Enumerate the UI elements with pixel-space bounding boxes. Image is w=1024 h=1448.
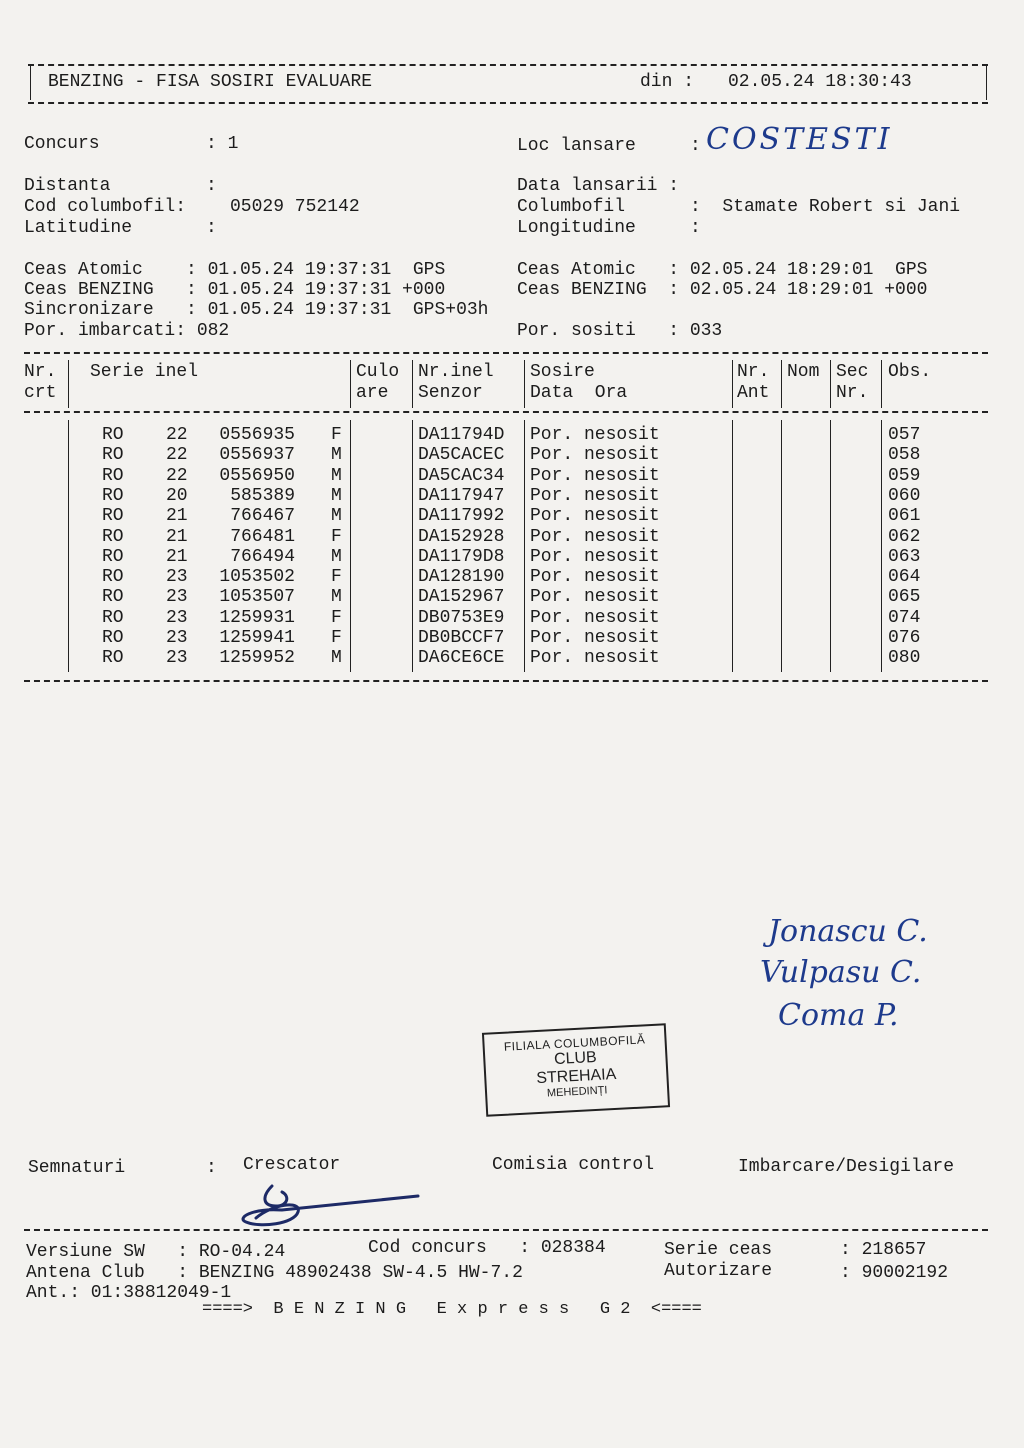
- obs-value: 064: [888, 567, 921, 588]
- ring-year: 23: [166, 567, 188, 588]
- ring-year: 21: [166, 526, 188, 547]
- data-lansarii-label: Data lansarii :: [517, 176, 680, 196]
- cod-concurs: Cod concurs : 028384: [368, 1238, 606, 1258]
- arrival-status: Por. nesosit: [530, 465, 660, 486]
- th-sosire: Sosire: [530, 362, 595, 382]
- ring-number: 1053507: [219, 587, 295, 608]
- ring-sex: F: [331, 567, 342, 588]
- table-row: [0, 527, 1024, 547]
- ring-year: 22: [166, 445, 188, 466]
- ring-country: RO: [102, 567, 124, 588]
- document-title: BENZING - FISA SOSIRI EVALUARE: [48, 72, 373, 92]
- ring-year: 21: [166, 546, 188, 567]
- col-divider: [350, 360, 351, 408]
- ring-sex: M: [331, 648, 342, 669]
- arrival-status: Por. nesosit: [530, 607, 660, 628]
- distanta-value: :: [206, 176, 217, 196]
- obs-value: 065: [888, 587, 921, 608]
- ring-country: RO: [102, 445, 124, 466]
- ring-country: RO: [102, 607, 124, 628]
- col-divider: [781, 360, 782, 408]
- arrival-status: Por. nesosit: [530, 425, 660, 445]
- ring-year: 21: [166, 506, 188, 527]
- th-nr-inel: Nr.inel: [418, 362, 494, 382]
- sensor-ring: DA117992: [418, 506, 505, 527]
- table-header-border: [24, 411, 988, 413]
- header-right-border: [986, 66, 987, 100]
- club-stamp: [482, 1023, 670, 1117]
- stamp-line-2: CLUB: [553, 1048, 598, 1069]
- sensor-ring: DA5CAC34: [418, 465, 505, 486]
- header-left-border: [30, 66, 31, 100]
- stamp-line-1: FILIALA COLUMBOFILĂ: [503, 1032, 646, 1054]
- ring-number: 766481: [230, 526, 295, 547]
- concurs-value: : 1: [206, 134, 239, 154]
- crescator-signature: [232, 1178, 422, 1234]
- arrival-status: Por. nesosit: [530, 648, 660, 669]
- obs-value: 061: [888, 506, 921, 527]
- header-bottom-border: [28, 102, 988, 104]
- imbarcare-label: Imbarcare/Desigilare: [738, 1157, 955, 1177]
- latitudine-value: :: [206, 218, 217, 238]
- sensor-ring: DA11794D: [418, 425, 505, 445]
- th-serie-inel: Serie inel: [90, 362, 199, 382]
- ring-country: RO: [102, 485, 124, 506]
- din-value: 02.05.24 18:30:43: [728, 72, 912, 92]
- ring-number: 1259952: [219, 648, 295, 669]
- obs-value: 074: [888, 607, 921, 628]
- table-row: [0, 486, 1024, 506]
- obs-value: 076: [888, 628, 921, 648]
- header-top-border: [28, 64, 988, 66]
- table-top-border: [24, 352, 988, 354]
- col-divider: [68, 360, 69, 408]
- table-row: [0, 587, 1024, 607]
- ring-country: RO: [102, 425, 124, 445]
- antena-club: Antena Club : BENZING 48902438 SW-4.5 HW-7.2: [26, 1263, 523, 1283]
- table-row: [0, 648, 1024, 668]
- th-senzor: Senzor: [418, 383, 483, 403]
- ring-number: 766494: [230, 546, 295, 567]
- obs-value: 062: [888, 526, 921, 547]
- distanta-label: Distanta: [24, 176, 111, 196]
- th-sec-nr: Nr.: [836, 383, 869, 403]
- col-divider: [830, 360, 831, 408]
- autorizare-value: : 90002192: [840, 1263, 949, 1283]
- arrival-status: Por. nesosit: [530, 546, 660, 567]
- table-row: [0, 567, 1024, 587]
- ring-year: 23: [166, 628, 188, 648]
- table-row: [0, 547, 1024, 567]
- ring-country: RO: [102, 546, 124, 567]
- benzing-express-banner: ====> B E N Z I N G E x p r e s s G 2 <====: [202, 1300, 702, 1319]
- din-label: din :: [640, 72, 695, 92]
- ring-number: 766467: [230, 506, 295, 527]
- arrival-status: Por. nesosit: [530, 587, 660, 608]
- arrival-status: Por. nesosit: [530, 445, 660, 466]
- ring-sex: F: [331, 425, 342, 445]
- loc-lansare-sep: :: [690, 136, 701, 156]
- sensor-ring: DA5CACEC: [418, 445, 505, 466]
- th-culo: Culo: [356, 362, 400, 382]
- table-bottom-border: [24, 680, 988, 682]
- th-nr-ant: Nr.: [737, 362, 770, 382]
- serie-ceas-value: : 218657: [840, 1240, 927, 1260]
- ring-sex: F: [331, 607, 342, 628]
- ring-year: 23: [166, 607, 188, 628]
- ring-sex: M: [331, 587, 342, 608]
- table-row: [0, 608, 1024, 628]
- th-are: are: [356, 383, 389, 403]
- ring-sex: F: [331, 526, 342, 547]
- ceas-atomic-left: Ceas Atomic : 01.05.24 19:37:31 GPS: [24, 260, 446, 280]
- ring-year: 22: [166, 425, 188, 445]
- sensor-ring: DA128190: [418, 567, 505, 588]
- ring-year: 23: [166, 587, 188, 608]
- obs-value: 059: [888, 465, 921, 486]
- table-row: [0, 466, 1024, 486]
- autorizare-label: Autorizare: [664, 1261, 773, 1281]
- semnaturi-sep: :: [206, 1158, 217, 1178]
- ring-number: 1259941: [219, 628, 295, 648]
- loc-lansare-handwritten: COSTESTI: [706, 122, 893, 157]
- obs-value: 057: [888, 425, 921, 445]
- ring-country: RO: [102, 506, 124, 527]
- obs-value: 058: [888, 445, 921, 466]
- ant-number: Ant.: 01:38812049-1: [26, 1283, 232, 1303]
- ring-year: 20: [166, 485, 188, 506]
- semnaturi-label: Semnaturi: [28, 1158, 126, 1178]
- obs-value: 080: [888, 648, 921, 669]
- ceas-atomic-right: Ceas Atomic : 02.05.24 18:29:01 GPS: [517, 260, 928, 280]
- ring-sex: M: [331, 465, 342, 486]
- ring-number: 1053502: [219, 567, 295, 588]
- col-divider: [524, 360, 525, 408]
- longitudine-label: Longitudine: [517, 218, 636, 238]
- arrival-status: Por. nesosit: [530, 506, 660, 527]
- sensor-ring: DB0BCCF7: [418, 628, 505, 648]
- ring-sex: F: [331, 628, 342, 648]
- comisia-label: Comisia control: [492, 1155, 655, 1175]
- por-sositi: Por. sositi : 033: [517, 321, 723, 341]
- obs-value: 063: [888, 546, 921, 567]
- handwritten-name-2: Vulpasu C.: [760, 955, 922, 990]
- ceas-benzing-left: Ceas BENZING : 01.05.24 19:37:31 +000: [24, 280, 446, 300]
- ring-number: 0556935: [219, 425, 295, 445]
- ring-year: 22: [166, 465, 188, 486]
- handwritten-name-1: Jonascu C.: [768, 914, 928, 949]
- arrival-status: Por. nesosit: [530, 526, 660, 547]
- cod-columbofil-value: 05029 752142: [230, 197, 360, 217]
- cod-columbofil-label: Cod columbofil:: [24, 197, 187, 217]
- th-obs: Obs.: [888, 362, 932, 382]
- ring-number: 585389: [230, 485, 295, 506]
- sincronizare-left: Sincronizare : 01.05.24 19:37:31 GPS+03h: [24, 300, 489, 320]
- ring-number: 0556937: [219, 445, 295, 466]
- ring-sex: M: [331, 445, 342, 466]
- ring-country: RO: [102, 628, 124, 648]
- ring-sex: M: [331, 485, 342, 506]
- stamp-line-3: STREHAIA: [535, 1065, 617, 1088]
- obs-value: 060: [888, 485, 921, 506]
- th-nr: Nr.: [24, 362, 57, 382]
- sensor-ring: DA117947: [418, 485, 505, 506]
- ring-country: RO: [102, 526, 124, 547]
- th-sec: Sec: [836, 362, 869, 382]
- table-row: [0, 445, 1024, 465]
- sensor-ring: DA152967: [418, 587, 505, 608]
- concurs-label: Concurs: [24, 134, 100, 154]
- th-ant: Ant: [737, 383, 770, 403]
- handwritten-name-3: Coma P.: [778, 998, 899, 1033]
- columbofil-value: : Stamate Robert si Jani: [690, 197, 961, 217]
- table-row: [0, 425, 1024, 445]
- latitudine-label: Latitudine: [24, 218, 133, 238]
- sensor-ring: DB0753E9: [418, 607, 505, 628]
- arrival-status: Por. nesosit: [530, 567, 660, 588]
- th-nom: Nom: [787, 362, 820, 382]
- arrival-status: Por. nesosit: [530, 485, 660, 506]
- stamp-line-4: MEHEDINȚI: [546, 1084, 608, 1100]
- ring-sex: M: [331, 546, 342, 567]
- ring-sex: M: [331, 506, 342, 527]
- arrival-status: Por. nesosit: [530, 628, 660, 648]
- sensor-ring: DA152928: [418, 526, 505, 547]
- sensor-ring: DA1179D8: [418, 546, 505, 567]
- table-row: [0, 506, 1024, 526]
- ring-country: RO: [102, 587, 124, 608]
- por-imbarcati: Por. imbarcati: 082: [24, 321, 230, 341]
- col-divider: [412, 360, 413, 408]
- table-row: [0, 628, 1024, 648]
- versiune-sw: Versiune SW : RO-04.24: [26, 1242, 286, 1262]
- col-divider: [732, 360, 733, 408]
- th-crt: crt: [24, 383, 57, 403]
- col-divider: [881, 360, 882, 408]
- sensor-ring: DA6CE6CE: [418, 648, 505, 669]
- th-data-ora: Data Ora: [530, 383, 628, 403]
- ring-country: RO: [102, 648, 124, 669]
- columbofil-label: Columbofil: [517, 197, 626, 217]
- ceas-benzing-right: Ceas BENZING : 02.05.24 18:29:01 +000: [517, 280, 928, 300]
- ring-number: 0556950: [219, 465, 295, 486]
- ring-year: 23: [166, 648, 188, 669]
- longitudine-sep: :: [690, 218, 701, 238]
- crescator-label: Crescator: [243, 1155, 341, 1175]
- loc-lansare-label: Loc lansare: [517, 136, 636, 156]
- serie-ceas-label: Serie ceas: [664, 1240, 773, 1260]
- ring-number: 1259931: [219, 607, 295, 628]
- footer-divider: [24, 1229, 988, 1231]
- ring-country: RO: [102, 465, 124, 486]
